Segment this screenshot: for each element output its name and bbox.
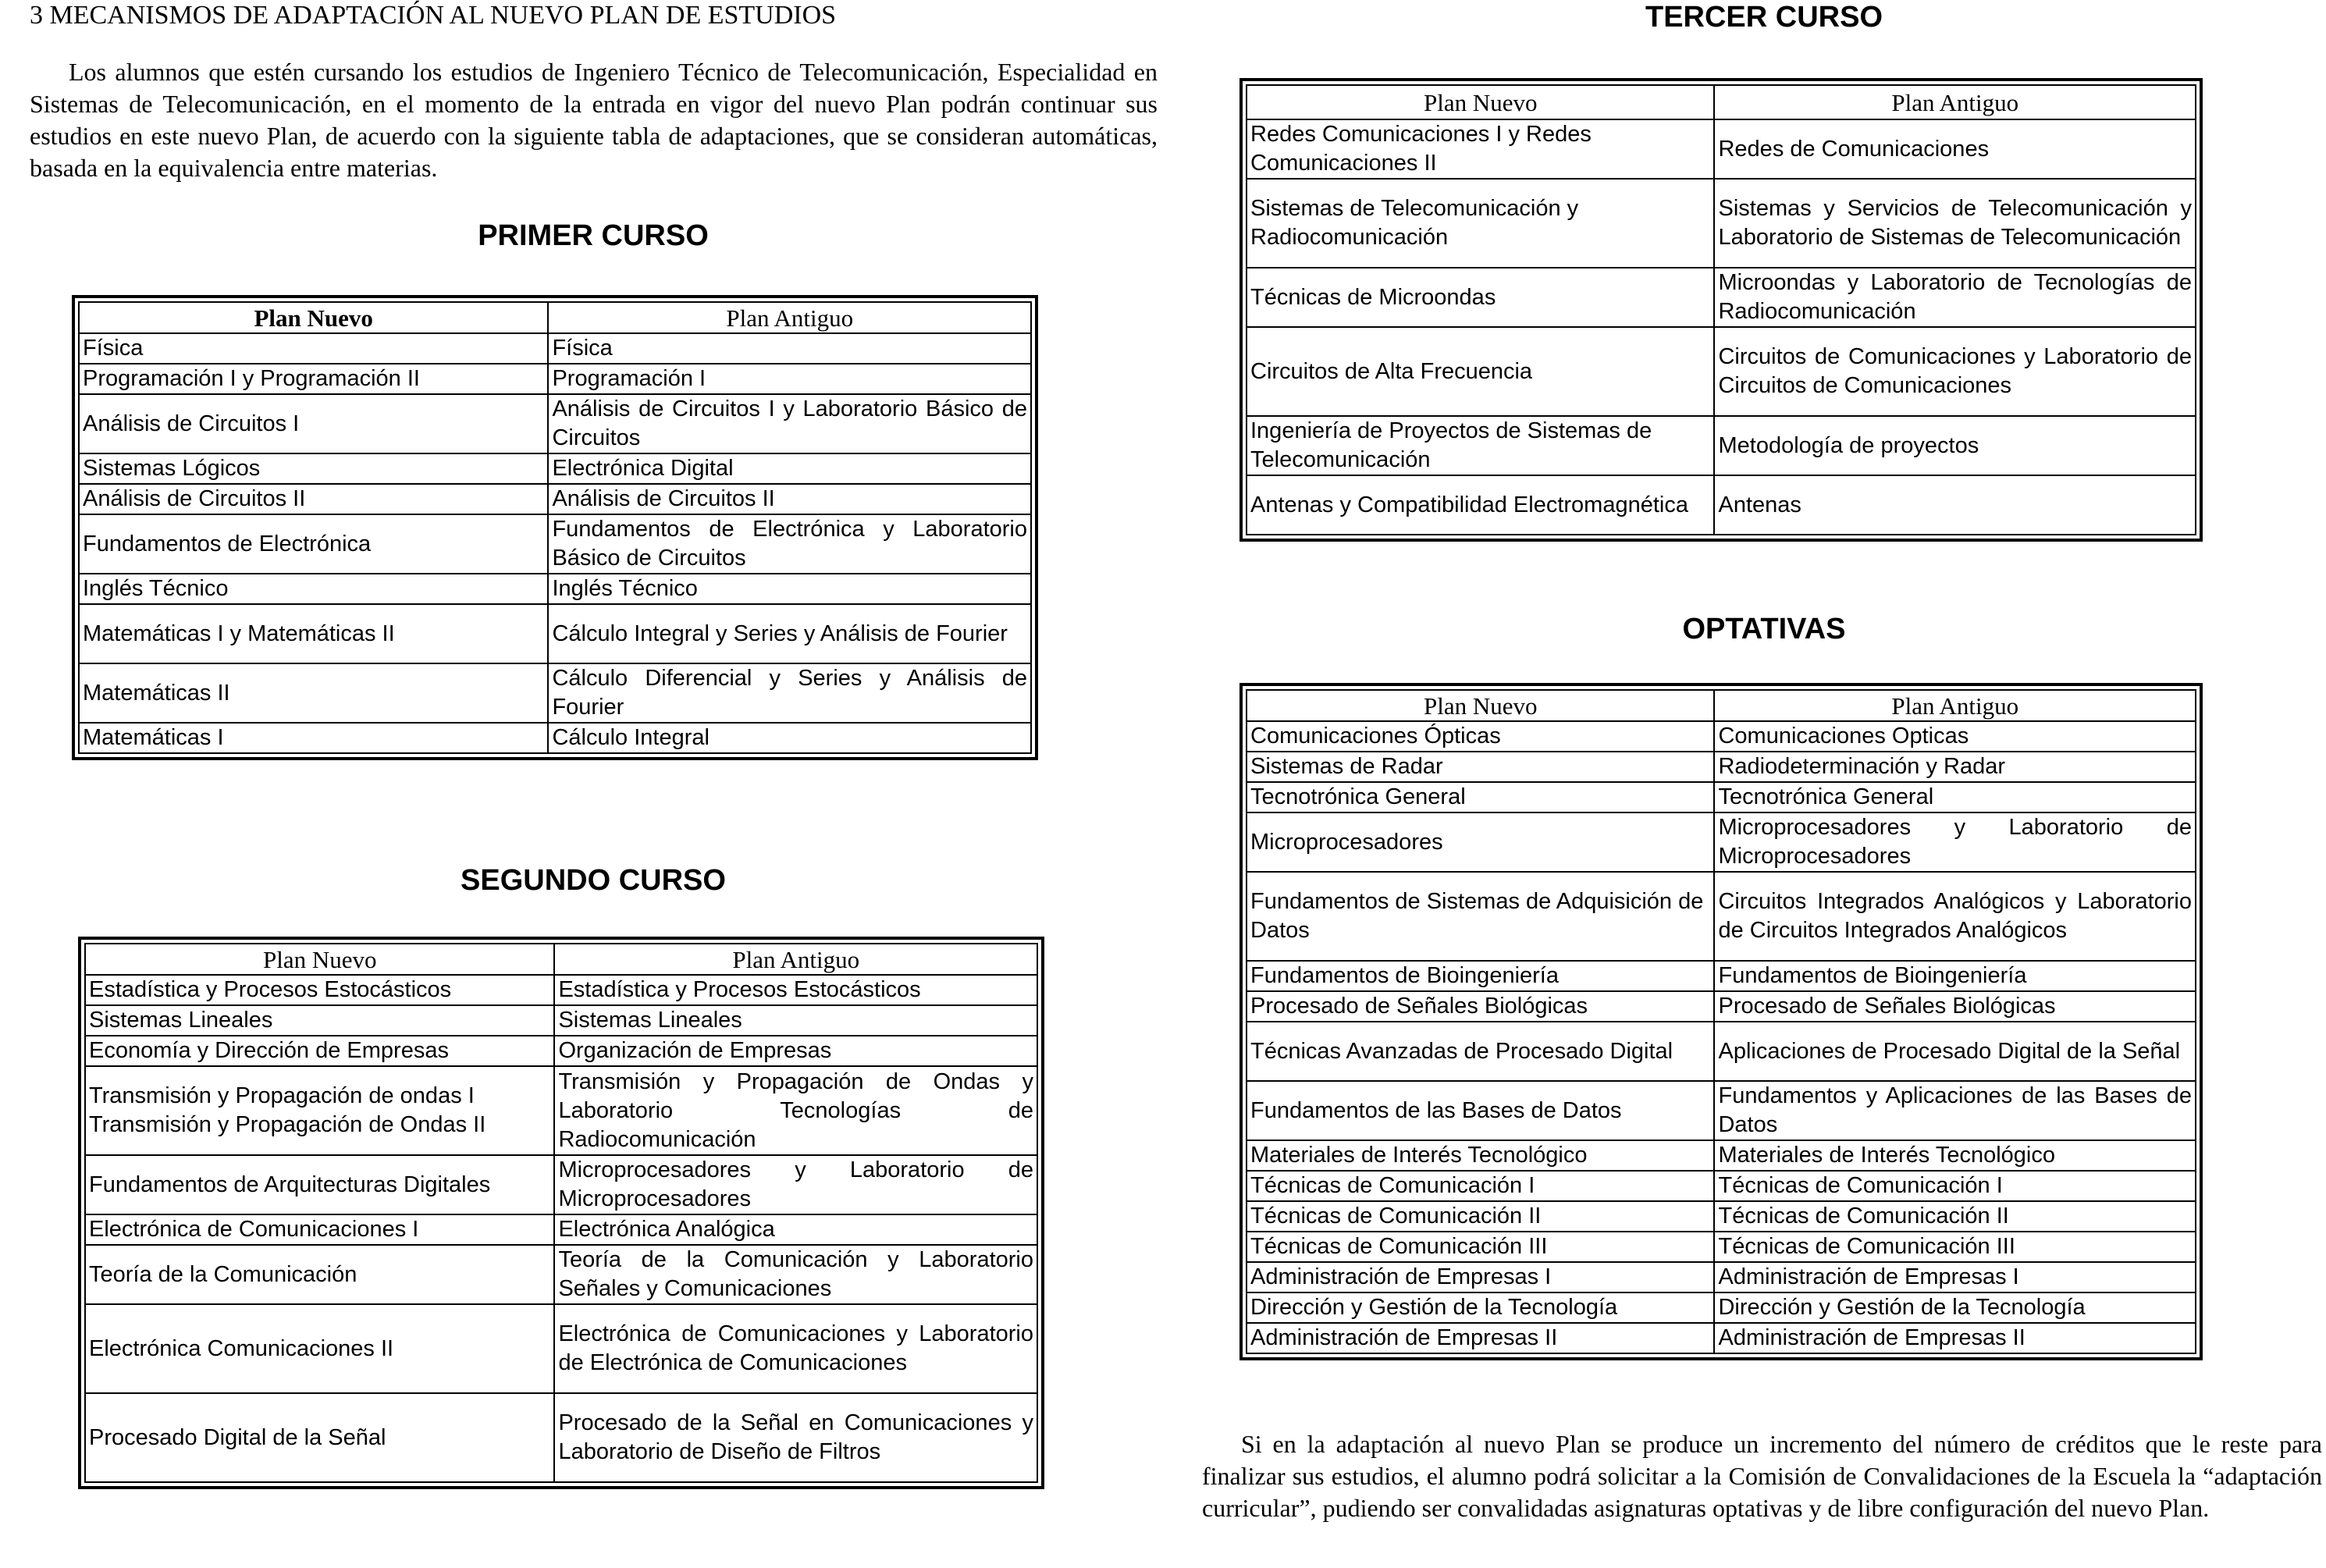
table-row [1247, 1232, 2196, 1262]
table-row [1247, 812, 2196, 872]
column-header-plan-nuevo: Plan Nuevo [79, 302, 548, 333]
table-row [79, 723, 1031, 753]
table-row [1247, 1140, 2196, 1171]
table-row [1247, 119, 2196, 179]
table-header-row [79, 302, 1031, 333]
plan-nuevo-cell: Fundamentos de Bioingeniería [1247, 961, 1714, 991]
table-header-row [1247, 690, 2196, 721]
plan-antiguo-cell: Radiodeterminación y Radar [1714, 752, 2196, 782]
table-row [85, 1155, 1037, 1214]
table-row [85, 1245, 1037, 1304]
table-row [79, 484, 1031, 514]
plan-nuevo-cell: Técnicas de Comunicación I [1247, 1171, 1714, 1201]
plan-antiguo-cell: Administración de Empresas II [1714, 1323, 2196, 1353]
plan-nuevo-cell: Transmisión y Propagación de ondas I Transmisión y Propagación de Ondas II [85, 1066, 554, 1155]
plan-nuevo-cell: Fundamentos de las Bases de Datos [1247, 1081, 1714, 1140]
plan-antiguo-cell: Redes de Comunicaciones [1714, 119, 2196, 179]
plan-nuevo-cell: Procesado de Señales Biológicas [1247, 991, 1714, 1022]
plan-antiguo-cell: Procesado de Señales Biológicas [1714, 991, 2196, 1022]
plan-antiguo-cell: Tecnotrónica General [1714, 782, 2196, 812]
plan-antiguo-cell: Física [548, 333, 1031, 364]
plan-nuevo-cell: Programación I y Programación II [79, 364, 548, 394]
section-heading: 3 MECANISMOS DE ADAPTACIÓN AL NUEVO PLAN DE ESTUDIOS [30, 1, 837, 30]
table-row [1247, 991, 2196, 1022]
plan-antiguo-cell: Electrónica Analógica [554, 1214, 1037, 1245]
plan-antiguo-cell: Cálculo Integral [548, 723, 1031, 753]
column-header-plan-antiguo: Plan Antiguo [1714, 690, 2196, 721]
plan-antiguo-cell: Fundamentos de Bioingeniería [1714, 961, 2196, 991]
plan-nuevo-cell: Administración de Empresas II [1247, 1323, 1714, 1353]
table-row [1247, 752, 2196, 782]
plan-nuevo-cell: Técnicas Avanzadas de Procesado Digital [1247, 1022, 1714, 1081]
table-row [1247, 721, 2196, 752]
plan-antiguo-cell: Microprocesadores y Laboratorio de Microprocesadores [1714, 812, 2196, 872]
plan-nuevo-cell: Matemáticas I [79, 723, 548, 753]
intro-paragraph: Los alumnos que estén cursando los estudios de Ingeniero Técnico de Telecomunicación, Especialidad en Sistemas de Telecomunicación, en el momento de la entrada en vigor del nuevo Plan podrán continuar sus estudios en este nuevo Plan, de acuerdo con la siguiente tabla de adaptaciones, que se consideran automáticas, basada en la equivalencia entre materias. [30, 58, 1158, 182]
table-row [1247, 268, 2196, 327]
table-row [85, 975, 1037, 1005]
plan-nuevo-cell: Fundamentos de Electrónica [79, 514, 548, 574]
plan-antiguo-cell: Fundamentos de Electrónica y Laboratorio Básico de Circuitos [548, 514, 1031, 574]
column-header-plan-antiguo: Plan Antiguo [1714, 85, 2196, 119]
plan-nuevo-cell: Tecnotrónica General [1247, 782, 1714, 812]
plan-antiguo-cell: Estadística y Procesos Estocásticos [554, 975, 1037, 1005]
table-row [85, 1066, 1037, 1155]
table-row [79, 453, 1031, 484]
table-row [1247, 1292, 2196, 1323]
plan-antiguo-cell: Técnicas de Comunicación II [1714, 1201, 2196, 1232]
column-header-plan-nuevo: Plan Nuevo [1247, 85, 1714, 119]
plan-antiguo-cell: Circuitos de Comunicaciones y Laboratorio de Circuitos de Comunicaciones [1714, 327, 2196, 416]
table-row [79, 394, 1031, 453]
plan-antiguo-cell: Materiales de Interés Tecnológico [1714, 1140, 2196, 1171]
table-row [79, 663, 1031, 723]
plan-nuevo-cell: Sistemas Lógicos [79, 453, 548, 484]
plan-nuevo-cell: Economía y Dirección de Empresas [85, 1036, 554, 1066]
plan-nuevo-cell: Análisis de Circuitos I [79, 394, 548, 453]
plan-antiguo-cell: Electrónica de Comunicaciones y Laboratorio de Electrónica de Comunicaciones [554, 1304, 1037, 1393]
table-row [1247, 1022, 2196, 1081]
table-row [79, 604, 1031, 663]
primer-curso-table [72, 295, 1038, 760]
segundo-curso-title: SEGUNDO CURSO [461, 864, 726, 897]
table-row [85, 1393, 1037, 1482]
table-row [79, 574, 1031, 604]
plan-nuevo-cell: Electrónica Comunicaciones II [85, 1304, 554, 1393]
plan-antiguo-cell: Fundamentos y Aplicaciones de las Bases de Datos [1714, 1081, 2196, 1140]
plan-nuevo-cell: Comunicaciones Ópticas [1247, 721, 1714, 752]
table-row [1247, 327, 2196, 416]
plan-antiguo-cell: Cálculo Diferencial y Series y Análisis de Fourier [548, 663, 1031, 723]
plan-nuevo-cell: Inglés Técnico [79, 574, 548, 604]
plan-nuevo-cell: Análisis de Circuitos II [79, 484, 548, 514]
plan-antiguo-cell: Técnicas de Comunicación I [1714, 1171, 2196, 1201]
plan-antiguo-cell: Comunicaciones Opticas [1714, 721, 2196, 752]
plan-antiguo-cell: Administración de Empresas I [1714, 1262, 2196, 1292]
plan-antiguo-cell: Transmisión y Propagación de Ondas y Laboratorio Tecnologías de Radiocomunicación [554, 1066, 1037, 1155]
plan-antiguo-cell: Análisis de Circuitos II [548, 484, 1031, 514]
plan-nuevo-cell: Fundamentos de Sistemas de Adquisición de Datos [1247, 872, 1714, 961]
optativas-title: OPTATIVAS [1682, 613, 1846, 645]
table-row [1247, 961, 2196, 991]
plan-nuevo-cell: Sistemas Lineales [85, 1005, 554, 1036]
segundo-curso-table [78, 937, 1044, 1489]
optativas-table [1239, 683, 2203, 1360]
plan-antiguo-cell: Sistemas Lineales [554, 1005, 1037, 1036]
plan-antiguo-cell: Sistemas y Servicios de Telecomunicación y Laboratorio de Sistemas de Telecomunicación [1714, 179, 2196, 268]
plan-nuevo-cell: Circuitos de Alta Frecuencia [1247, 327, 1714, 416]
plan-antiguo-cell: Aplicaciones de Procesado Digital de la Señal [1714, 1022, 2196, 1081]
tercer-curso-table [1239, 78, 2203, 542]
plan-antiguo-cell: Electrónica Digital [548, 453, 1031, 484]
plan-nuevo-cell: Teoría de la Comunicación [85, 1245, 554, 1304]
table-row [1247, 1323, 2196, 1353]
plan-nuevo-cell: Antenas y Compatibilidad Electromagnética [1247, 475, 1714, 535]
table-row [1247, 782, 2196, 812]
plan-antiguo-cell: Organización de Empresas [554, 1036, 1037, 1066]
plan-antiguo-cell: Programación I [548, 364, 1031, 394]
plan-nuevo-cell: Fundamentos de Arquitecturas Digitales [85, 1155, 554, 1214]
table-row [1247, 1081, 2196, 1140]
tercer-curso-title: TERCER CURSO [1645, 1, 1883, 34]
column-header-plan-nuevo: Plan Nuevo [1247, 690, 1714, 721]
plan-antiguo-cell: Microondas y Laboratorio de Tecnologías de Radiocomunicación [1714, 268, 2196, 327]
primer-curso-title: PRIMER CURSO [478, 219, 709, 252]
table-row [1247, 1201, 2196, 1232]
plan-antiguo-cell: Dirección y Gestión de la Tecnología [1714, 1292, 2196, 1323]
table-row [1247, 1171, 2196, 1201]
plan-nuevo-cell: Redes Comunicaciones I y Redes Comunicaciones II [1247, 119, 1714, 179]
table-header-row [1247, 85, 2196, 119]
table-row [85, 1005, 1037, 1036]
plan-nuevo-cell: Técnicas de Comunicación III [1247, 1232, 1714, 1262]
table-row [79, 514, 1031, 574]
plan-nuevo-cell: Ingeniería de Proyectos de Sistemas de Telecomunicación [1247, 416, 1714, 475]
plan-nuevo-cell: Procesado Digital de la Señal [85, 1393, 554, 1482]
plan-nuevo-cell: Materiales de Interés Tecnológico [1247, 1140, 1714, 1171]
closing-paragraph: Si en la adaptación al nuevo Plan se produce un incremento del número de créditos que le reste para finalizar sus estudios, el alumno podrá solicitar a la Comisión de Convalidaciones de la Escuela la “adaptación curricular”, pudiendo ser convalidadas asignaturas optativas y de libre configuración del nuevo Plan. [1202, 1430, 2322, 1522]
plan-nuevo-cell: Estadística y Procesos Estocásticos [85, 975, 554, 1005]
table-row [85, 1036, 1037, 1066]
plan-nuevo-cell: Matemáticas II [79, 663, 548, 723]
table-header-row [85, 944, 1037, 975]
plan-nuevo-cell: Técnicas de Comunicación II [1247, 1201, 1714, 1232]
plan-antiguo-cell: Circuitos Integrados Analógicos y Laboratorio de Circuitos Integrados Analógicos [1714, 872, 2196, 961]
plan-antiguo-cell: Metodología de proyectos [1714, 416, 2196, 475]
plan-antiguo-cell: Procesado de la Señal en Comunicaciones y Laboratorio de Diseño de Filtros [554, 1393, 1037, 1482]
column-header-plan-antiguo: Plan Antiguo [554, 944, 1037, 975]
table-row [79, 364, 1031, 394]
plan-antiguo-cell: Inglés Técnico [548, 574, 1031, 604]
table-row [1247, 1262, 2196, 1292]
plan-nuevo-cell: Dirección y Gestión de la Tecnología [1247, 1292, 1714, 1323]
plan-nuevo-cell: Física [79, 333, 548, 364]
plan-antiguo-cell: Antenas [1714, 475, 2196, 535]
plan-nuevo-cell: Administración de Empresas I [1247, 1262, 1714, 1292]
table-row [79, 333, 1031, 364]
table-row [1247, 872, 2196, 961]
plan-antiguo-cell: Análisis de Circuitos I y Laboratorio Básico de Circuitos [548, 394, 1031, 453]
plan-nuevo-cell: Sistemas de Telecomunicación y Radiocomunicación [1247, 179, 1714, 268]
table-row [85, 1304, 1037, 1393]
plan-nuevo-cell: Matemáticas I y Matemáticas II [79, 604, 548, 663]
plan-nuevo-cell: Técnicas de Microondas [1247, 268, 1714, 327]
column-header-plan-nuevo: Plan Nuevo [85, 944, 554, 975]
table-row [85, 1214, 1037, 1245]
column-header-plan-antiguo: Plan Antiguo [548, 302, 1031, 333]
table-row [1247, 416, 2196, 475]
plan-nuevo-cell: Electrónica de Comunicaciones I [85, 1214, 554, 1245]
plan-antiguo-cell: Técnicas de Comunicación III [1714, 1232, 2196, 1262]
table-row [1247, 475, 2196, 535]
plan-antiguo-cell: Cálculo Integral y Series y Análisis de Fourier [548, 604, 1031, 663]
plan-nuevo-cell: Microprocesadores [1247, 812, 1714, 872]
plan-antiguo-cell: Teoría de la Comunicación y Laboratorio Señales y Comunicaciones [554, 1245, 1037, 1304]
table-row [1247, 179, 2196, 268]
plan-antiguo-cell: Microprocesadores y Laboratorio de Microprocesadores [554, 1155, 1037, 1214]
plan-nuevo-cell: Sistemas de Radar [1247, 752, 1714, 782]
